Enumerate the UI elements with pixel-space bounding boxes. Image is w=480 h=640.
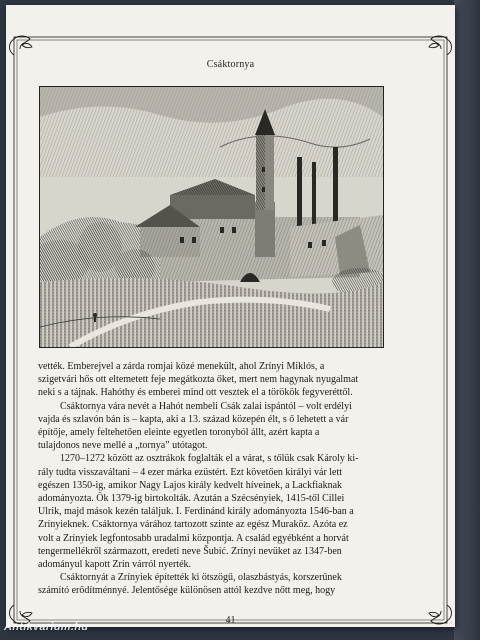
- castle-engraving-icon: [40, 87, 383, 347]
- watermark-logo: Antikvarium.hu: [4, 621, 89, 633]
- text-line: szigetvári hős ott eltemetett feje megátkozta őket, mert nem hagynak nyugalmat: [38, 374, 359, 386]
- text-line: tulajdonos neve mellé a „tornya” utótagot.: [38, 440, 208, 452]
- text-line: építője, amely feltehetően eleinte egyetlen toronyból állt, azért kapta a: [38, 427, 320, 439]
- body-text: [38, 360, 404, 598]
- text-line: Zrínyieknek. Csáktornya várához tartozott szinte az egész Muraköz. Azóta ez: [38, 519, 348, 531]
- running-header: Csáktornya: [206, 59, 255, 70]
- text-line: 1270–1272 között az osztrákok foglalták el a várat, s tőlük csak Károly ki-: [60, 453, 359, 465]
- text-line: rály tudta visszaváltani – 4 ezer márka ezüstért. Ezt követően királyi vár lett: [38, 466, 343, 478]
- text-line: adományul kapott Zrín várról nyerték.: [38, 559, 192, 571]
- castle-illustration: [39, 86, 384, 348]
- text-line: neki s a tájnak. Hahóthy és emberei mind ott vesztek el a törökök fegyveréttől.: [38, 387, 353, 399]
- background-right: [454, 0, 480, 640]
- page-number: 41: [225, 615, 236, 626]
- text-line: vették. Emberejvel a zárda romjai közé menekült, ahol Zrínyi Miklós, a: [38, 361, 325, 372]
- text-line: volt a Zrínyiek legfontosabb uradalmi központja. A család egyébként a horvát: [38, 532, 349, 544]
- text-line: Csáktornyát a Zrínyiek építették ki ötszögű, olaszbástyás, korszerűnek: [60, 572, 342, 584]
- text-line: vajda és szlavón bán is – kapta, aki a 13. század közepén élt, s ő lehetett a vár: [38, 413, 349, 425]
- text-line: tengermellékről származott, eredeti neve Šubić. Zrínyi nevüket az 1347-ben: [38, 545, 342, 557]
- text-line: egészen 1350-ig, amikor Nagy Lajos király kedvelt híveinek, a Lackfiaknak: [38, 479, 343, 491]
- text-line: adományozta. Ők 1379-ig birtokolták. Azután a Szécsényiek, 1415-től Cillei: [38, 493, 345, 505]
- text-line: számító erődítménnyé. Jelentősége különösen attól kezdve nőtt meg, hogy: [38, 585, 336, 597]
- text-line: Ulrik, majd mások kezén találjuk. I. Ferdinánd király adományozta 1546-ban a: [38, 506, 354, 518]
- text-line: Csáktornya vára nevét a Hahót nembeli Csák zalai ispántól – volt erdélyi: [60, 400, 352, 412]
- book-page: [6, 5, 455, 627]
